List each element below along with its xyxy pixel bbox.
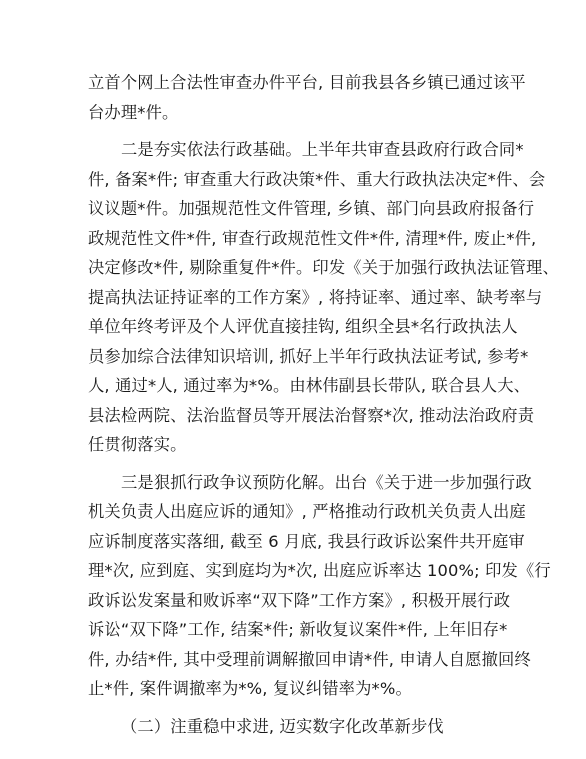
text-line: 政规范性文件*件, 审查行政规范性文件*件, 清理*件, 废止*件, [88,228,537,248]
paragraph-continuation [88,68,526,127]
text-line: 件, 备案*件; 审查重大行政决策*件、重大行政执法决定*件、会 [88,169,546,189]
text-line: 应诉制度落实落细, 截至 6 月底, 我县行政诉讼案件共开庭审 [88,531,525,551]
text-line: 提高执法证持证率的工作方案》, 将持证率、通过率、缺考率与 [88,287,543,307]
text-line: 止*件, 案件调撤率为*%, 复议纠错率为*%。 [88,679,412,698]
text-line: 单位年终考评及个人评优直接挂钩, 组织全县*名行政执法人 [88,317,518,336]
text-line: 三是狠抓行政争议预防化解。出台《关于进一步加强行政 [121,472,532,492]
text-line: 立首个网上合法性审查办件平台, 目前我县各乡镇已通过该平 [88,73,526,92]
text-line: 决定修改*件, 剔除重复件*件。印发《关于加强行政执法证管理、 [88,258,559,277]
text-line: 台办理*件。 [88,102,179,122]
text-line: 人, 通过*人, 通过率为*%。由林伟副县长带队, 联合县人大、 [88,376,531,395]
text-line: 任贯彻落实。 [88,435,187,454]
text-line: 员参加综合法律知识培训, 抓好上半年行政执法证考试, 参考* [88,346,529,366]
document-page [88,68,559,741]
text-line: 县法检两院、法治监督员等开展法治督察*次, 推动法治政府责 [88,405,535,425]
text-line: 政诉讼发案量和败诉率“双下降”工作方案》, 积极开展行政 [88,590,511,610]
text-line: 诉讼“双下降”工作, 结案*件; 新收复议案件*件, 上年旧存* [88,620,508,639]
section-heading-text: （二）注重稳中求进, 迈实数字化改革新步伐 [121,716,444,736]
paragraph-legal-administration [88,135,559,460]
section-heading-digital-reform [88,712,503,742]
text-line: 件, 办结*件, 其中受理前调解撤回申请*件, 申请人自愿撤回终 [88,649,531,669]
paragraph-dispute-resolution [88,468,551,704]
text-line: 二是夯实依法行政基础。上半年共审查县政府行政合同* [121,140,524,159]
text-line: 理*次, 应到庭、实到庭均为*次, 出庭应诉率达 100%; 印发《行 [88,561,551,580]
text-line: 议议题*件。加强规范性文件管理, 乡镇、部门向县政府报备行 [88,199,535,218]
text-line: 机关负责人出庭应诉的通知》, 严格推动行政机关负责人出庭 [88,502,526,521]
